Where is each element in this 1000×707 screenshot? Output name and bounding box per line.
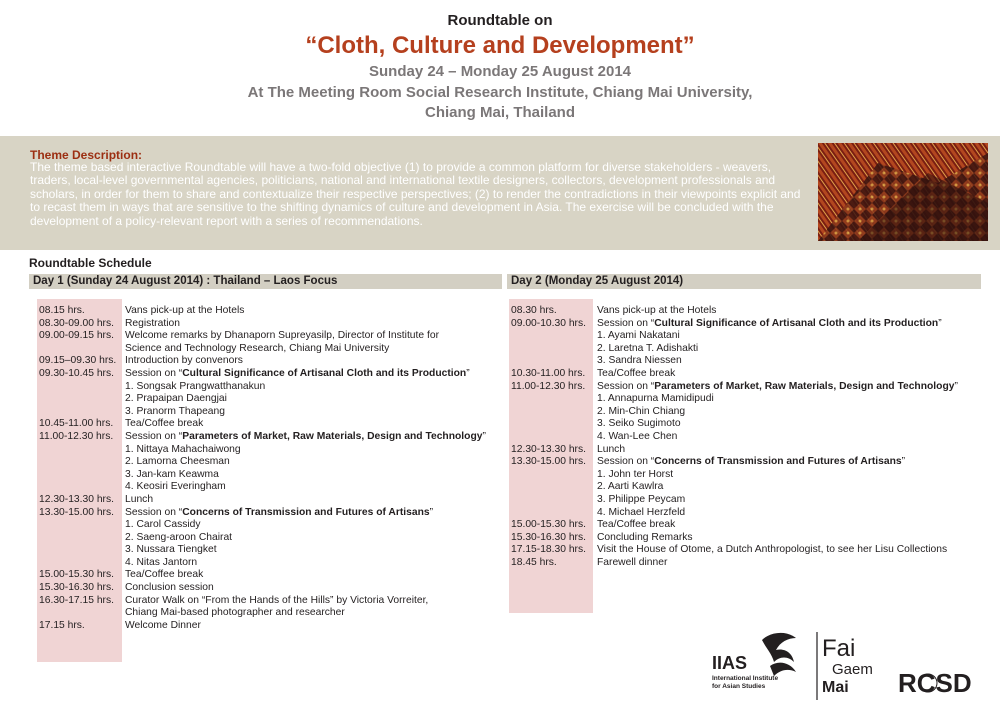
- schedule-time: 15.30-16.30 hrs.: [511, 531, 586, 543]
- session-title: Concerns of Transmission and Futures of Artisans: [654, 456, 902, 468]
- schedule-row: [511, 431, 991, 444]
- schedule-time: [39, 456, 125, 469]
- schedule-time: [511, 406, 597, 419]
- header-kicker: Roundtable on: [447, 12, 553, 29]
- description-text: Chiang Mai-based photographer and researcher: [125, 607, 345, 619]
- description-text: Science and Technology Research, Chiang Mai University: [125, 342, 390, 354]
- schedule-row: [39, 406, 509, 419]
- schedule-time: 09.00-09.15 hrs.: [39, 330, 114, 342]
- sponsor-logos: [700, 622, 1000, 707]
- schedule-row: [511, 507, 991, 520]
- schedule-time: [511, 418, 597, 431]
- schedule-time: 16.30-17.15 hrs.: [39, 594, 114, 606]
- schedule-time: 08.30 hrs.: [511, 305, 557, 316]
- description-text: Session on “: [125, 367, 183, 379]
- schedule-time: 15.00-15.30 hrs.: [511, 519, 586, 531]
- schedule-row: [511, 381, 991, 394]
- schedule-description: [597, 393, 991, 406]
- schedule-description: [597, 318, 991, 331]
- schedule-description: [125, 381, 509, 394]
- schedule-row: [39, 507, 509, 520]
- page-header: [0, 0, 1000, 135]
- description-text: 4. Nitas Jantorn: [125, 556, 198, 568]
- description-text: 1. Carol Cassidy: [125, 519, 201, 531]
- session-title: Cultural Significance of Artisanal Cloth and its Production: [182, 367, 467, 379]
- schedule-row: [39, 481, 509, 494]
- textile-photo: [818, 143, 988, 241]
- schedule-time: 18.45 hrs.: [511, 556, 557, 568]
- schedule-description: [597, 381, 991, 394]
- description-text: Concluding Remarks: [597, 531, 693, 543]
- schedule-time: [511, 393, 597, 406]
- description-text: Curator Walk on “From the Hands of the Hills” by Victoria Vorreiter,: [125, 594, 429, 606]
- schedule-row: [511, 330, 991, 343]
- schedule-time: [511, 494, 597, 507]
- schedule-row: [39, 368, 509, 381]
- description-text: 3. Nussara Tiengket: [125, 544, 217, 556]
- schedule-description: [125, 318, 509, 331]
- schedule-description: [125, 607, 509, 620]
- schedule-description: [125, 305, 509, 318]
- schedule-description: [597, 519, 991, 532]
- schedule-time: [511, 481, 597, 494]
- schedule-row: [39, 544, 509, 557]
- theme-text: The theme based interactive Roundtable will have a two-fold objective (1) to provide a common platform for diverse stakeholders - weavers, traders, local-level governmental agencies, politicians, national and international textile designers, collectors, development professionals and scholars, in order for them to share and contextualize their respective perspectives; (2) to render the contradictions in their viewpoints explicit and to recast them in ways that are sensitive to the shifting dynamics of culture and development in Asia. The exercise will be concluded with the development of a policy-relevant report with a series of recommendations.: [30, 160, 801, 228]
- schedule-time: 15.00-15.30 hrs.: [39, 569, 114, 581]
- session-title: Parameters of Market, Raw Materials, Design and Technology: [182, 430, 483, 442]
- schedule-description: [125, 507, 509, 520]
- schedule-time: 09.15–09.30 hrs.: [39, 355, 117, 367]
- schedule-row: [39, 431, 509, 444]
- description-text: Tea/Coffee break: [125, 569, 204, 581]
- description-text: Lunch: [125, 493, 154, 505]
- schedule-time: [511, 355, 597, 368]
- description-suffix: ”: [938, 317, 942, 329]
- schedule-row: [39, 343, 509, 356]
- description-text: 3. Jan-kam Keawma: [125, 468, 219, 480]
- schedule-row: [511, 456, 991, 469]
- iias-logo-text: IIAS: [712, 653, 748, 673]
- event-location: Chiang Mai, Thailand: [424, 104, 575, 121]
- schedule-time: [39, 444, 125, 457]
- schedule-description: [125, 569, 509, 582]
- schedule-description: [125, 393, 509, 406]
- description-text: 3. Seiko Sugimoto: [597, 418, 681, 430]
- schedule-description: [125, 582, 509, 595]
- schedule-row: [39, 469, 509, 482]
- description-text: Session on “: [125, 430, 183, 442]
- schedule-description: [597, 494, 991, 507]
- schedule-description: [597, 355, 991, 368]
- description-text: 2. Laretna T. Adishakti: [597, 342, 699, 354]
- schedule-description: [597, 330, 991, 343]
- schedule-time: [511, 507, 597, 520]
- schedule-row: [39, 519, 509, 532]
- schedule-time: [511, 431, 597, 444]
- schedule-row: [39, 569, 509, 582]
- schedule-row: [511, 368, 991, 381]
- schedule-time: 10.45-11.00 hrs.: [39, 418, 114, 430]
- schedule-description: [597, 431, 991, 444]
- description-text: 1. Annapurna Mamidipudi: [597, 393, 714, 405]
- schedule-row: [511, 557, 991, 570]
- theme-description-panel: [0, 136, 1000, 250]
- schedule-row: [511, 494, 991, 507]
- description-suffix: ”: [466, 367, 470, 379]
- description-suffix: ”: [901, 456, 906, 468]
- schedule-row: [39, 355, 509, 368]
- schedule-description: [597, 481, 991, 494]
- schedule-row: [39, 444, 509, 457]
- description-text: Tea/Coffee break: [597, 367, 676, 379]
- schedule-row: [39, 620, 509, 633]
- description-text: 4. Wan-Lee Chen: [597, 430, 678, 442]
- rcsd-logo-text: RCSD: [898, 668, 972, 698]
- schedule-description: [597, 418, 991, 431]
- description-text: 2. Prapaipan Daengjai: [125, 393, 227, 405]
- schedule-description: [597, 456, 991, 469]
- day2-header: Day 2 (Monday 25 August 2014): [507, 274, 981, 289]
- schedule-row: [39, 305, 509, 318]
- schedule-description: [125, 330, 509, 343]
- schedule-description: [125, 406, 509, 419]
- description-text: Tea/Coffee break: [597, 519, 676, 531]
- schedule-description: [125, 544, 509, 557]
- description-text: 2. Saeng-aroon Chairat: [125, 531, 233, 543]
- description-text: 2. Aarti Kawlra: [597, 481, 664, 493]
- schedule-description: [597, 469, 991, 482]
- schedule-time: 17.15-18.30 hrs.: [511, 544, 586, 556]
- fai-text: Fai: [822, 635, 856, 662]
- description-text: 1. Songsak Prangwatthanakun: [125, 380, 266, 392]
- schedule-time: [39, 343, 125, 356]
- day1-schedule: [39, 305, 509, 632]
- description-suffix: ”: [482, 430, 486, 442]
- schedule-description: [597, 544, 991, 557]
- schedule-description: [597, 444, 991, 457]
- iias-emblem-icon: [762, 633, 796, 676]
- day2-schedule: [511, 305, 991, 569]
- schedule-time: 09.30-10.45 hrs.: [39, 367, 114, 379]
- schedule-description: [125, 368, 509, 381]
- description-text: Welcome remarks by Dhanaporn Supreyasilp, Director of Institute for: [125, 330, 439, 342]
- mai-text: Mai: [822, 679, 849, 696]
- schedule-row: [511, 318, 991, 331]
- description-text: Vans pick-up at the Hotels: [597, 305, 717, 316]
- theme-title: Theme Description:: [30, 148, 143, 162]
- schedule-description: [125, 343, 509, 356]
- schedule-row: [511, 481, 991, 494]
- description-text: Session on “: [597, 456, 655, 468]
- schedule-row: [39, 582, 509, 595]
- schedule-description: [125, 456, 509, 469]
- description-text: 4. Keosiri Everingham: [125, 481, 226, 493]
- schedule-time: 10.30-11.00 hrs.: [511, 367, 586, 379]
- schedule-time: [39, 607, 125, 620]
- event-dates: Sunday 24 – Monday 25 August 2014: [368, 63, 632, 80]
- description-suffix: ”: [429, 506, 434, 518]
- description-text: Tea/Coffee break: [125, 418, 204, 430]
- schedule-description: [597, 557, 991, 570]
- schedule-row: [39, 330, 509, 343]
- schedule-row: [39, 418, 509, 431]
- schedule-row: [39, 318, 509, 331]
- schedule-row: [39, 381, 509, 394]
- gaem-text: Gaem: [832, 661, 873, 678]
- schedule-row: [39, 595, 509, 608]
- description-text: Welcome Dinner: [125, 619, 201, 631]
- schedule-description: [125, 481, 509, 494]
- schedule-time: 15.30-16.30 hrs.: [39, 582, 114, 594]
- schedule-time: [39, 469, 125, 482]
- description-text: 1. John ter Horst: [597, 468, 674, 480]
- schedule-description: [125, 355, 509, 368]
- description-text: Introduction by convenors: [125, 355, 243, 367]
- schedule-time: [39, 393, 125, 406]
- schedule-description: [597, 305, 991, 318]
- schedule-time: 11.00-12.30 hrs.: [511, 380, 586, 392]
- schedule-time: 11.00-12.30 hrs.: [39, 430, 114, 442]
- schedule-time: 17.15 hrs.: [39, 619, 85, 631]
- description-text: Session on “: [125, 506, 183, 518]
- schedule-time: 13.30-15.00 hrs.: [39, 506, 114, 518]
- logo-strip: [700, 622, 1000, 707]
- description-text: 1. Nittaya Mahachaiwong: [125, 443, 241, 455]
- schedule-description: [597, 368, 991, 381]
- description-text: Session on “: [597, 380, 655, 392]
- schedule-time: [39, 481, 125, 494]
- schedule-description: [125, 418, 509, 431]
- schedule-description: [125, 532, 509, 545]
- schedule-row: [511, 444, 991, 457]
- schedule-row: [39, 494, 509, 507]
- schedule-row: [39, 456, 509, 469]
- schedule-row: [511, 544, 991, 557]
- description-text: 3. Pranorm Thapeang: [125, 405, 225, 417]
- description-text: 3. Sandra Niessen: [597, 355, 682, 367]
- schedule-row: [511, 393, 991, 406]
- description-text: 3. Philippe Peycam: [597, 493, 686, 505]
- description-suffix: ”: [954, 380, 958, 392]
- event-venue: At The Meeting Room Social Research Institute, Chiang Mai University,: [247, 84, 753, 101]
- session-title: Parameters of Market, Raw Materials, Design and Technology: [654, 380, 955, 392]
- schedule-row: [511, 305, 991, 318]
- schedule-time: 13.30-15.00 hrs.: [511, 456, 586, 468]
- schedule-title: Roundtable Schedule: [29, 256, 152, 270]
- event-title: “Cloth, Culture and Development”: [305, 32, 695, 59]
- schedule-time: 08.30-09.00 hrs.: [39, 317, 114, 329]
- description-text: Farewell dinner: [597, 556, 668, 568]
- schedule-time: 12.30-13.30 hrs.: [39, 493, 114, 505]
- schedule-row: [511, 418, 991, 431]
- schedule-time: 08.15 hrs.: [39, 305, 85, 316]
- schedule-description: [597, 507, 991, 520]
- schedule-time: [511, 343, 597, 356]
- description-text: 1. Ayami Nakatani: [597, 330, 680, 342]
- session-title: Cultural Significance of Artisanal Cloth and its Production: [654, 317, 939, 329]
- schedule-time: [39, 406, 125, 419]
- description-text: Registration: [125, 317, 180, 329]
- description-text: Visit the House of Otome, a Dutch Anthropologist, to see her Lisu Collections: [597, 544, 948, 556]
- description-text: Lunch: [597, 443, 626, 455]
- schedule-description: [125, 469, 509, 482]
- description-text: Session on “: [597, 317, 655, 329]
- description-text: 4. Michael Herzfeld: [597, 506, 686, 518]
- schedule-description: [125, 519, 509, 532]
- schedule-row: [511, 469, 991, 482]
- schedule-time: 09.00-10.30 hrs.: [511, 317, 586, 329]
- schedule-row: [511, 355, 991, 368]
- schedule-time: [39, 519, 125, 532]
- schedule-description: [125, 431, 509, 444]
- day1-header: Day 1 (Sunday 24 August 2014) : Thailand – Laos Focus: [29, 274, 502, 289]
- schedule-time: [39, 544, 125, 557]
- description-text: Conclusion session: [125, 582, 214, 594]
- iias-sub1: International Institute: [712, 675, 779, 682]
- schedule-description: [125, 595, 509, 608]
- schedule-description: [597, 532, 991, 545]
- schedule-description: [597, 343, 991, 356]
- schedule-row: [39, 532, 509, 545]
- schedule-time: [511, 330, 597, 343]
- schedule-row: [511, 519, 991, 532]
- description-text: 2. Min-Chin Chiang: [597, 405, 686, 417]
- schedule-description: [125, 557, 509, 570]
- schedule-time: [39, 532, 125, 545]
- schedule-row: [511, 406, 991, 419]
- schedule-time: [511, 469, 597, 482]
- description-text: Vans pick-up at the Hotels: [125, 305, 245, 316]
- schedule-row: [39, 607, 509, 620]
- schedule-description: [125, 494, 509, 507]
- schedule-row: [39, 557, 509, 570]
- schedule-description: [597, 406, 991, 419]
- schedule-description: [125, 620, 509, 633]
- description-text: 2. Lamorna Cheesman: [125, 456, 230, 468]
- iias-sub2: for Asian Studies: [712, 683, 766, 690]
- session-title: Concerns of Transmission and Futures of Artisans: [182, 506, 430, 518]
- schedule-row: [511, 532, 991, 545]
- schedule-row: [39, 393, 509, 406]
- schedule-time: [39, 381, 125, 394]
- schedule-time: [39, 557, 125, 570]
- schedule-description: [125, 444, 509, 457]
- schedule-row: [511, 343, 991, 356]
- schedule-time: 12.30-13.30 hrs.: [511, 443, 586, 455]
